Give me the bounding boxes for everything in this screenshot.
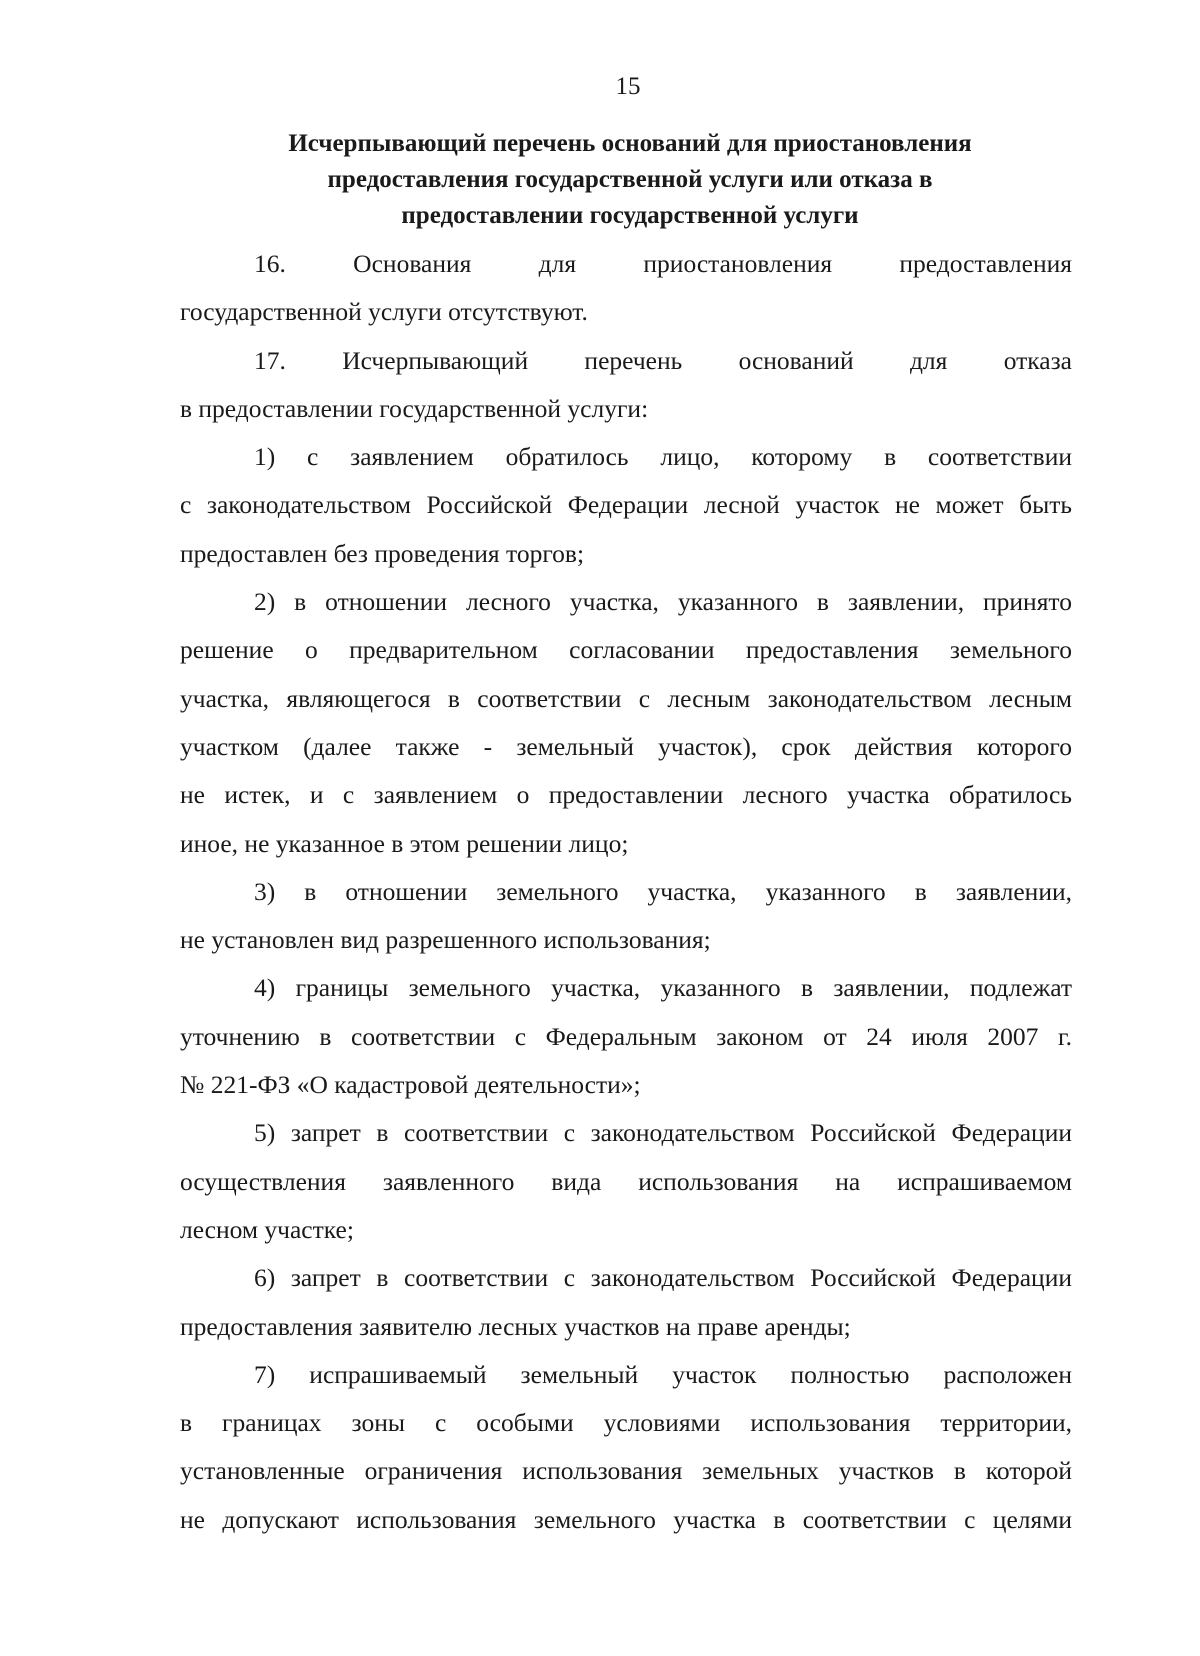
- list-item-3: [180, 868, 1072, 965]
- text-line: не истек, и с заявлением о предоставлении лесного участка обратилось: [180, 780, 1072, 810]
- text-line: предоставлен без проведения торгов;: [180, 538, 585, 568]
- text-line: предоставления заявителю лесных участков на праве аренды;: [180, 1311, 851, 1341]
- text-line: 7) испрашиваемый земельный участок полностью расположен: [254, 1359, 1072, 1389]
- heading-line: предоставлении государственной услуги: [401, 202, 859, 229]
- text-line: в границах зоны с особыми условиями использования территории,: [180, 1408, 1072, 1438]
- paragraph-16: [180, 240, 1072, 337]
- text-line: лесном участке;: [180, 1214, 354, 1244]
- text-line: 3) в отношении земельного участка, указанного в заявлении,: [254, 876, 1072, 906]
- text-line: в предоставлении государственной услуги:: [180, 393, 649, 423]
- heading-line: Исчерпывающий перечень оснований для приостановления: [288, 130, 972, 157]
- text-line: не допускают использования земельного участка в соответствии с целями: [180, 1504, 1072, 1534]
- paragraph-17: [180, 337, 1072, 434]
- text-line: уточнению в соответствии с Федеральным законом от 24 июля 2007 г.: [180, 1021, 1072, 1051]
- text-line: с законодательством Российской Федерации лесной участок не может быть: [180, 490, 1072, 520]
- text-line: государственной услуги отсутствуют.: [180, 297, 588, 327]
- list-item-5: [180, 1109, 1072, 1254]
- text-line: участком (далее также - земельный участок), срок действия которого: [180, 731, 1072, 761]
- list-item-7: [180, 1351, 1072, 1544]
- text-line: 5) запрет в соответствии с законодательством Российской Федерации: [254, 1118, 1072, 1148]
- text-line: 16. Основания для приостановления предоставления: [254, 249, 1072, 278]
- text-line: установленные ограничения использования земельных участков в которой: [180, 1456, 1072, 1486]
- text-line: решение о предварительном согласовании предоставления земельного: [180, 635, 1072, 665]
- text-line: 17. Исчерпывающий перечень оснований для отказа: [254, 345, 1072, 375]
- list-item-4: [180, 964, 1072, 1109]
- text-line: № 221-ФЗ «О кадастровой деятельности»;: [180, 1070, 641, 1100]
- text-line: иное, не указанное в этом решении лицо;: [180, 828, 629, 858]
- text-line: 4) границы земельного участка, указанного в заявлении, подлежат: [254, 973, 1072, 1003]
- list-item-1: [180, 433, 1072, 578]
- section-heading: [230, 126, 1030, 234]
- text-line: участка, являющегося в соответствии с лесным законодательством лесным: [180, 683, 1072, 713]
- list-item-6: [180, 1254, 1072, 1351]
- list-item-2: [180, 578, 1072, 868]
- text-line: не установлен вид разрешенного использования;: [180, 925, 711, 955]
- text-line: 2) в отношении лесного участка, указанного в заявлении, принято: [254, 587, 1072, 617]
- text-line: осуществления заявленного вида использования на испрашиваемом: [180, 1166, 1072, 1196]
- heading-line: предоставления государственной услуги или отказа в: [327, 166, 933, 193]
- text-line: 1) с заявлением обратилось лицо, которому в соответствии: [254, 442, 1072, 472]
- page-number: 15: [615, 73, 641, 100]
- text-line: 6) запрет в соответствии с законодательством Российской Федерации: [254, 1263, 1072, 1293]
- document-body: [180, 240, 1072, 1544]
